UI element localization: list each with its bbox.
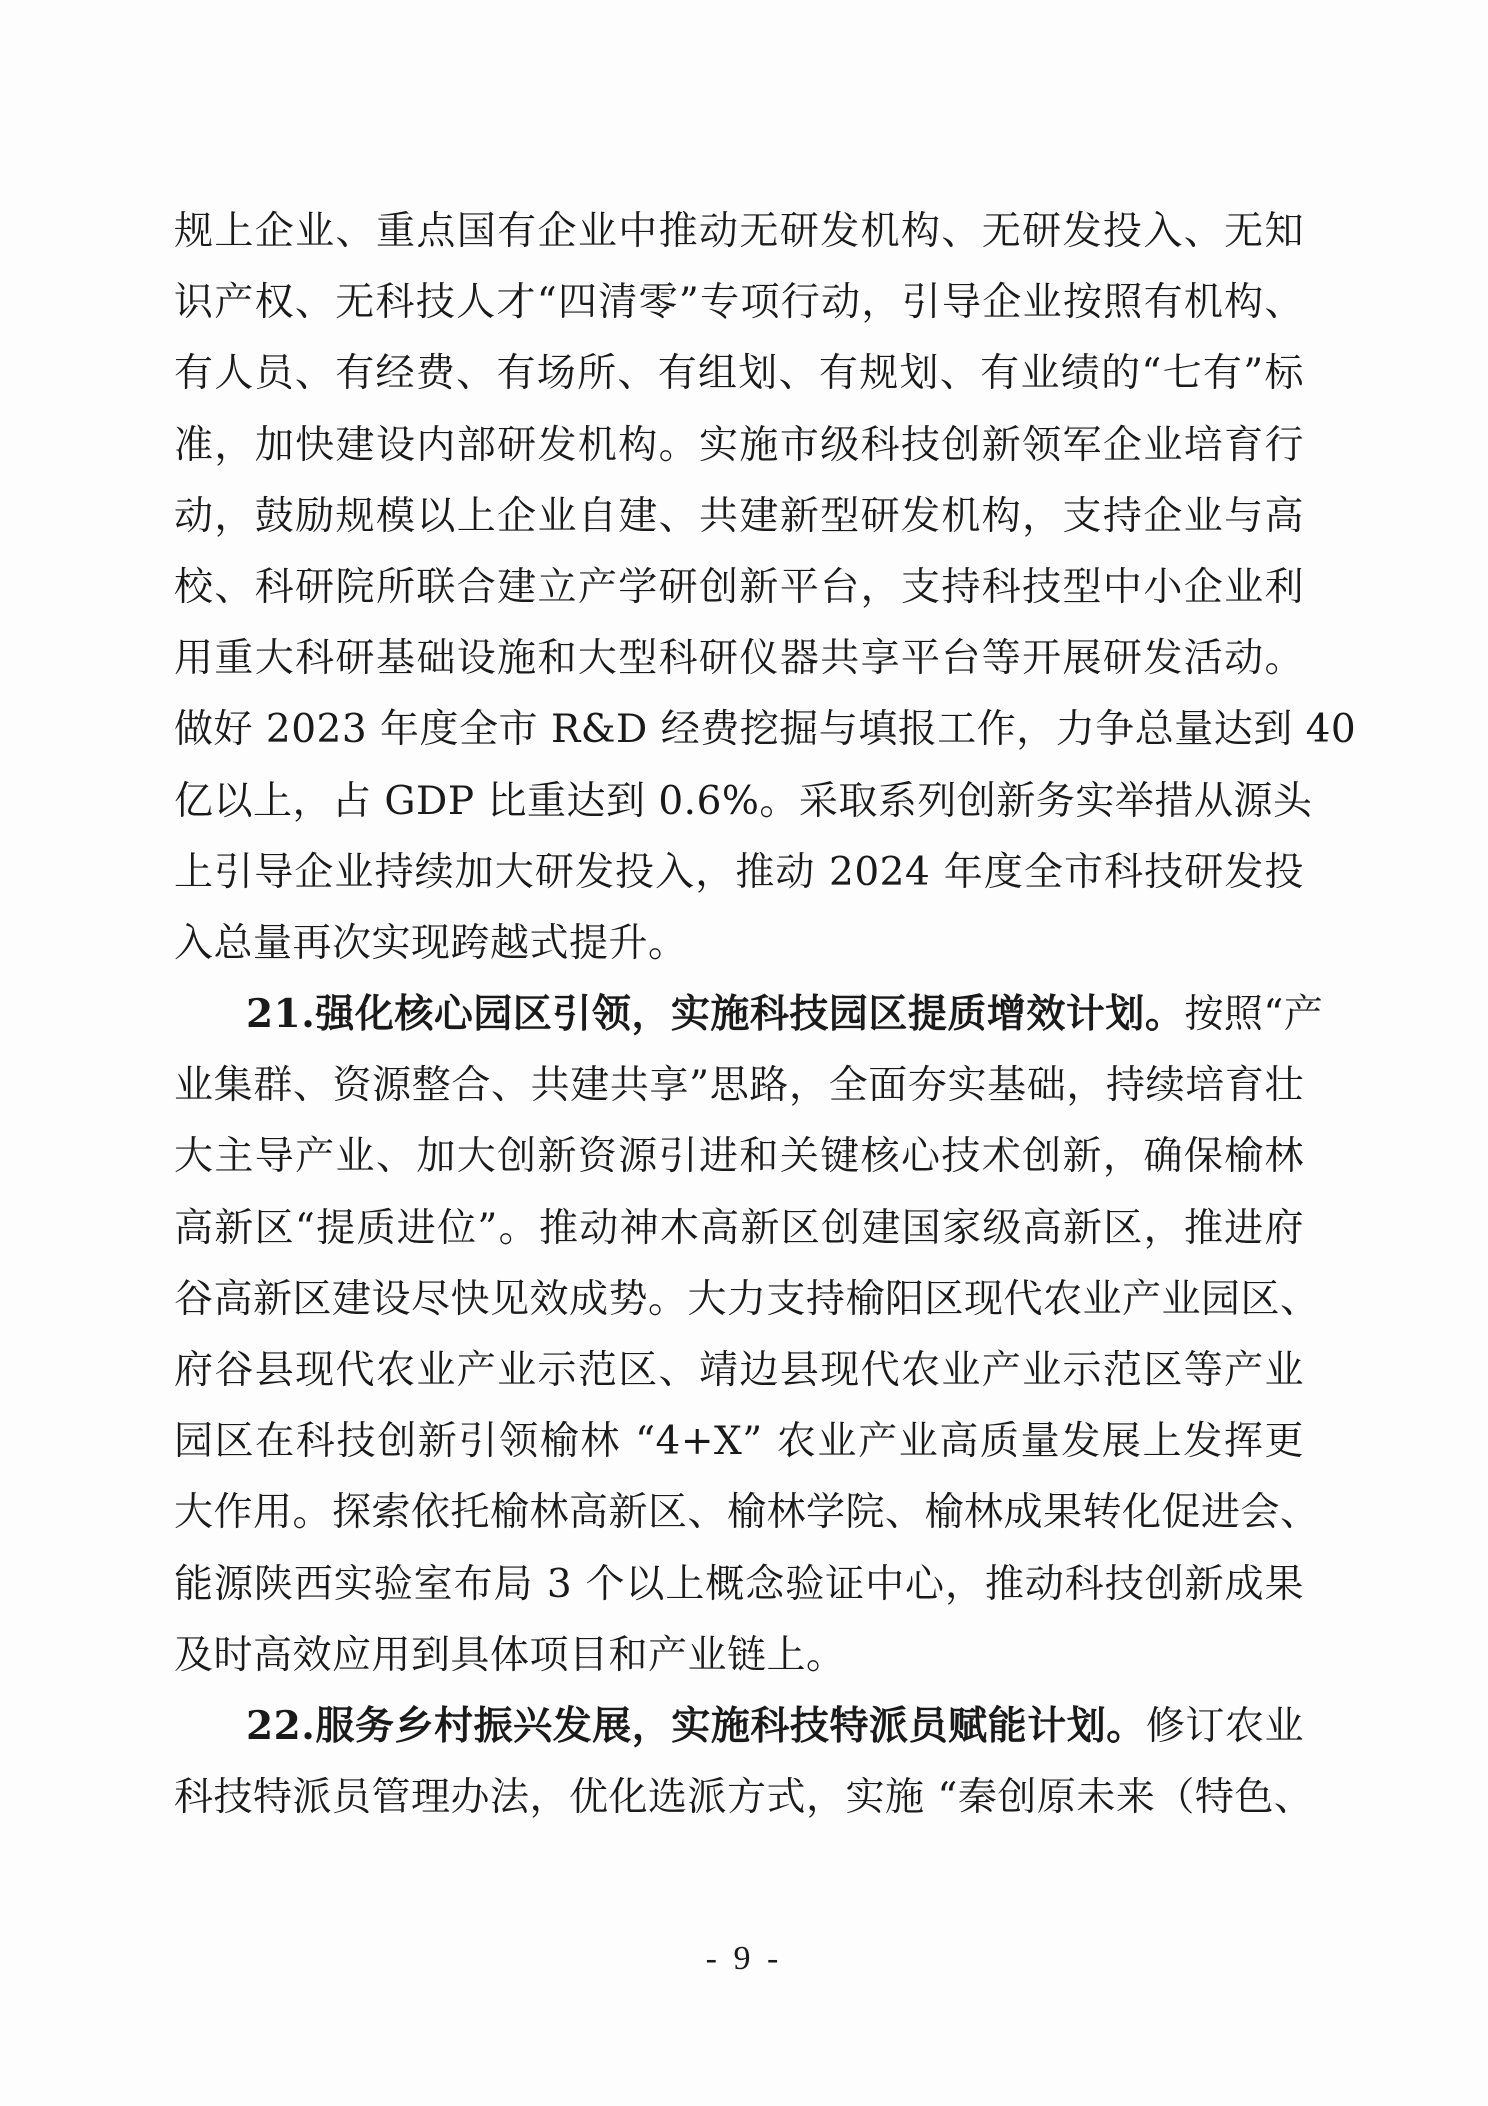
text-line: 动，鼓励规模以上企业自建、共建新型研发机构，支持企业与高 (174, 493, 1304, 539)
page-number: - 9 - (705, 1940, 783, 1977)
text-line: 规上企业、重点国有企业中推动无研发机构、无研发投入、无知 (174, 209, 1304, 254)
text-line: 大主导产业、加大创新资源引进和关键核心技术创新，确保榆林 (174, 1134, 1304, 1180)
text-line: 校、科研院所联合建立产学研创新平台，支持科技型中小企业利 (174, 564, 1304, 610)
paragraph-22-text: 修订农业 (1145, 1703, 1304, 1749)
text-line: 科技特派员管理办法，优化选派方式，实施 “秦创原未来（特色、 (174, 1775, 1314, 1821)
text-line: 业集群、资源整合、共建共享”思路，全面夯实基础，持续培育壮 (174, 1063, 1304, 1109)
text-line: 入总量再次实现跨越式提升。 (174, 920, 688, 966)
text-line: 大作用。探索依托榆林高新区、榆林学院、榆林成果转化促进会、 (174, 1490, 1320, 1536)
text-line: 园区在科技创新引领榆林 “4+X” 农业产业高质量发展上发挥更 (174, 1419, 1304, 1465)
text-line: 及时高效应用到具体项目和产业链上。 (174, 1632, 846, 1678)
text-line: 府谷县现代农业产业示范区、靖边县现代农业产业示范区等产业 (174, 1348, 1304, 1393)
text-line: 做好 2023 年度全市 R&D 经费挖掘与填报工作，力争总量达到 40 (174, 707, 1357, 753)
text-line: 识产权、无科技人才“四清零”专项行动，引导企业按照有机构、 (174, 280, 1304, 326)
text-line: 亿以上，占 GDP 比重达到 0.6%。采取系列创新务实举措从源头 (174, 778, 1313, 824)
text-line: 谷高新区建设尽快见效成势。大力支持榆阳区现代农业产业园区、 (174, 1276, 1320, 1322)
paragraph-21-first-line (174, 979, 1324, 1050)
paragraph-22-heading: 22.服务乡村振兴发展，实施科技特派员赋能计划。 (246, 1702, 1146, 1749)
text-line: 能源陕西实验室布局 3 个以上概念验证中心，推动科技创新成果 (174, 1561, 1304, 1607)
paragraph-21-heading: 21.强化核心园区引领，实施科技园区提质增效计划。 (246, 991, 1185, 1038)
paragraph-22-first-line (174, 1691, 1304, 1762)
text-line: 上引导企业持续加大研发投入，推动 2024 年度全市科技研发投 (174, 849, 1304, 895)
paragraph-21-text: 按照“产 (1184, 992, 1324, 1038)
text-line: 用重大科研基础设施和大型科研仪器共享平台等开展研发活动。 (174, 636, 1304, 682)
document-body (174, 196, 1357, 1833)
text-line: 准，加快建设内部研发机构。实施市级科技创新领军企业培育行 (174, 422, 1304, 468)
text-line: 有人员、有经费、有场所、有组划、有规划、有业绩的“七有”标 (174, 351, 1304, 397)
text-line: 高新区“提质进位”。推动神木高新区创建国家级高新区，推进府 (174, 1205, 1304, 1251)
